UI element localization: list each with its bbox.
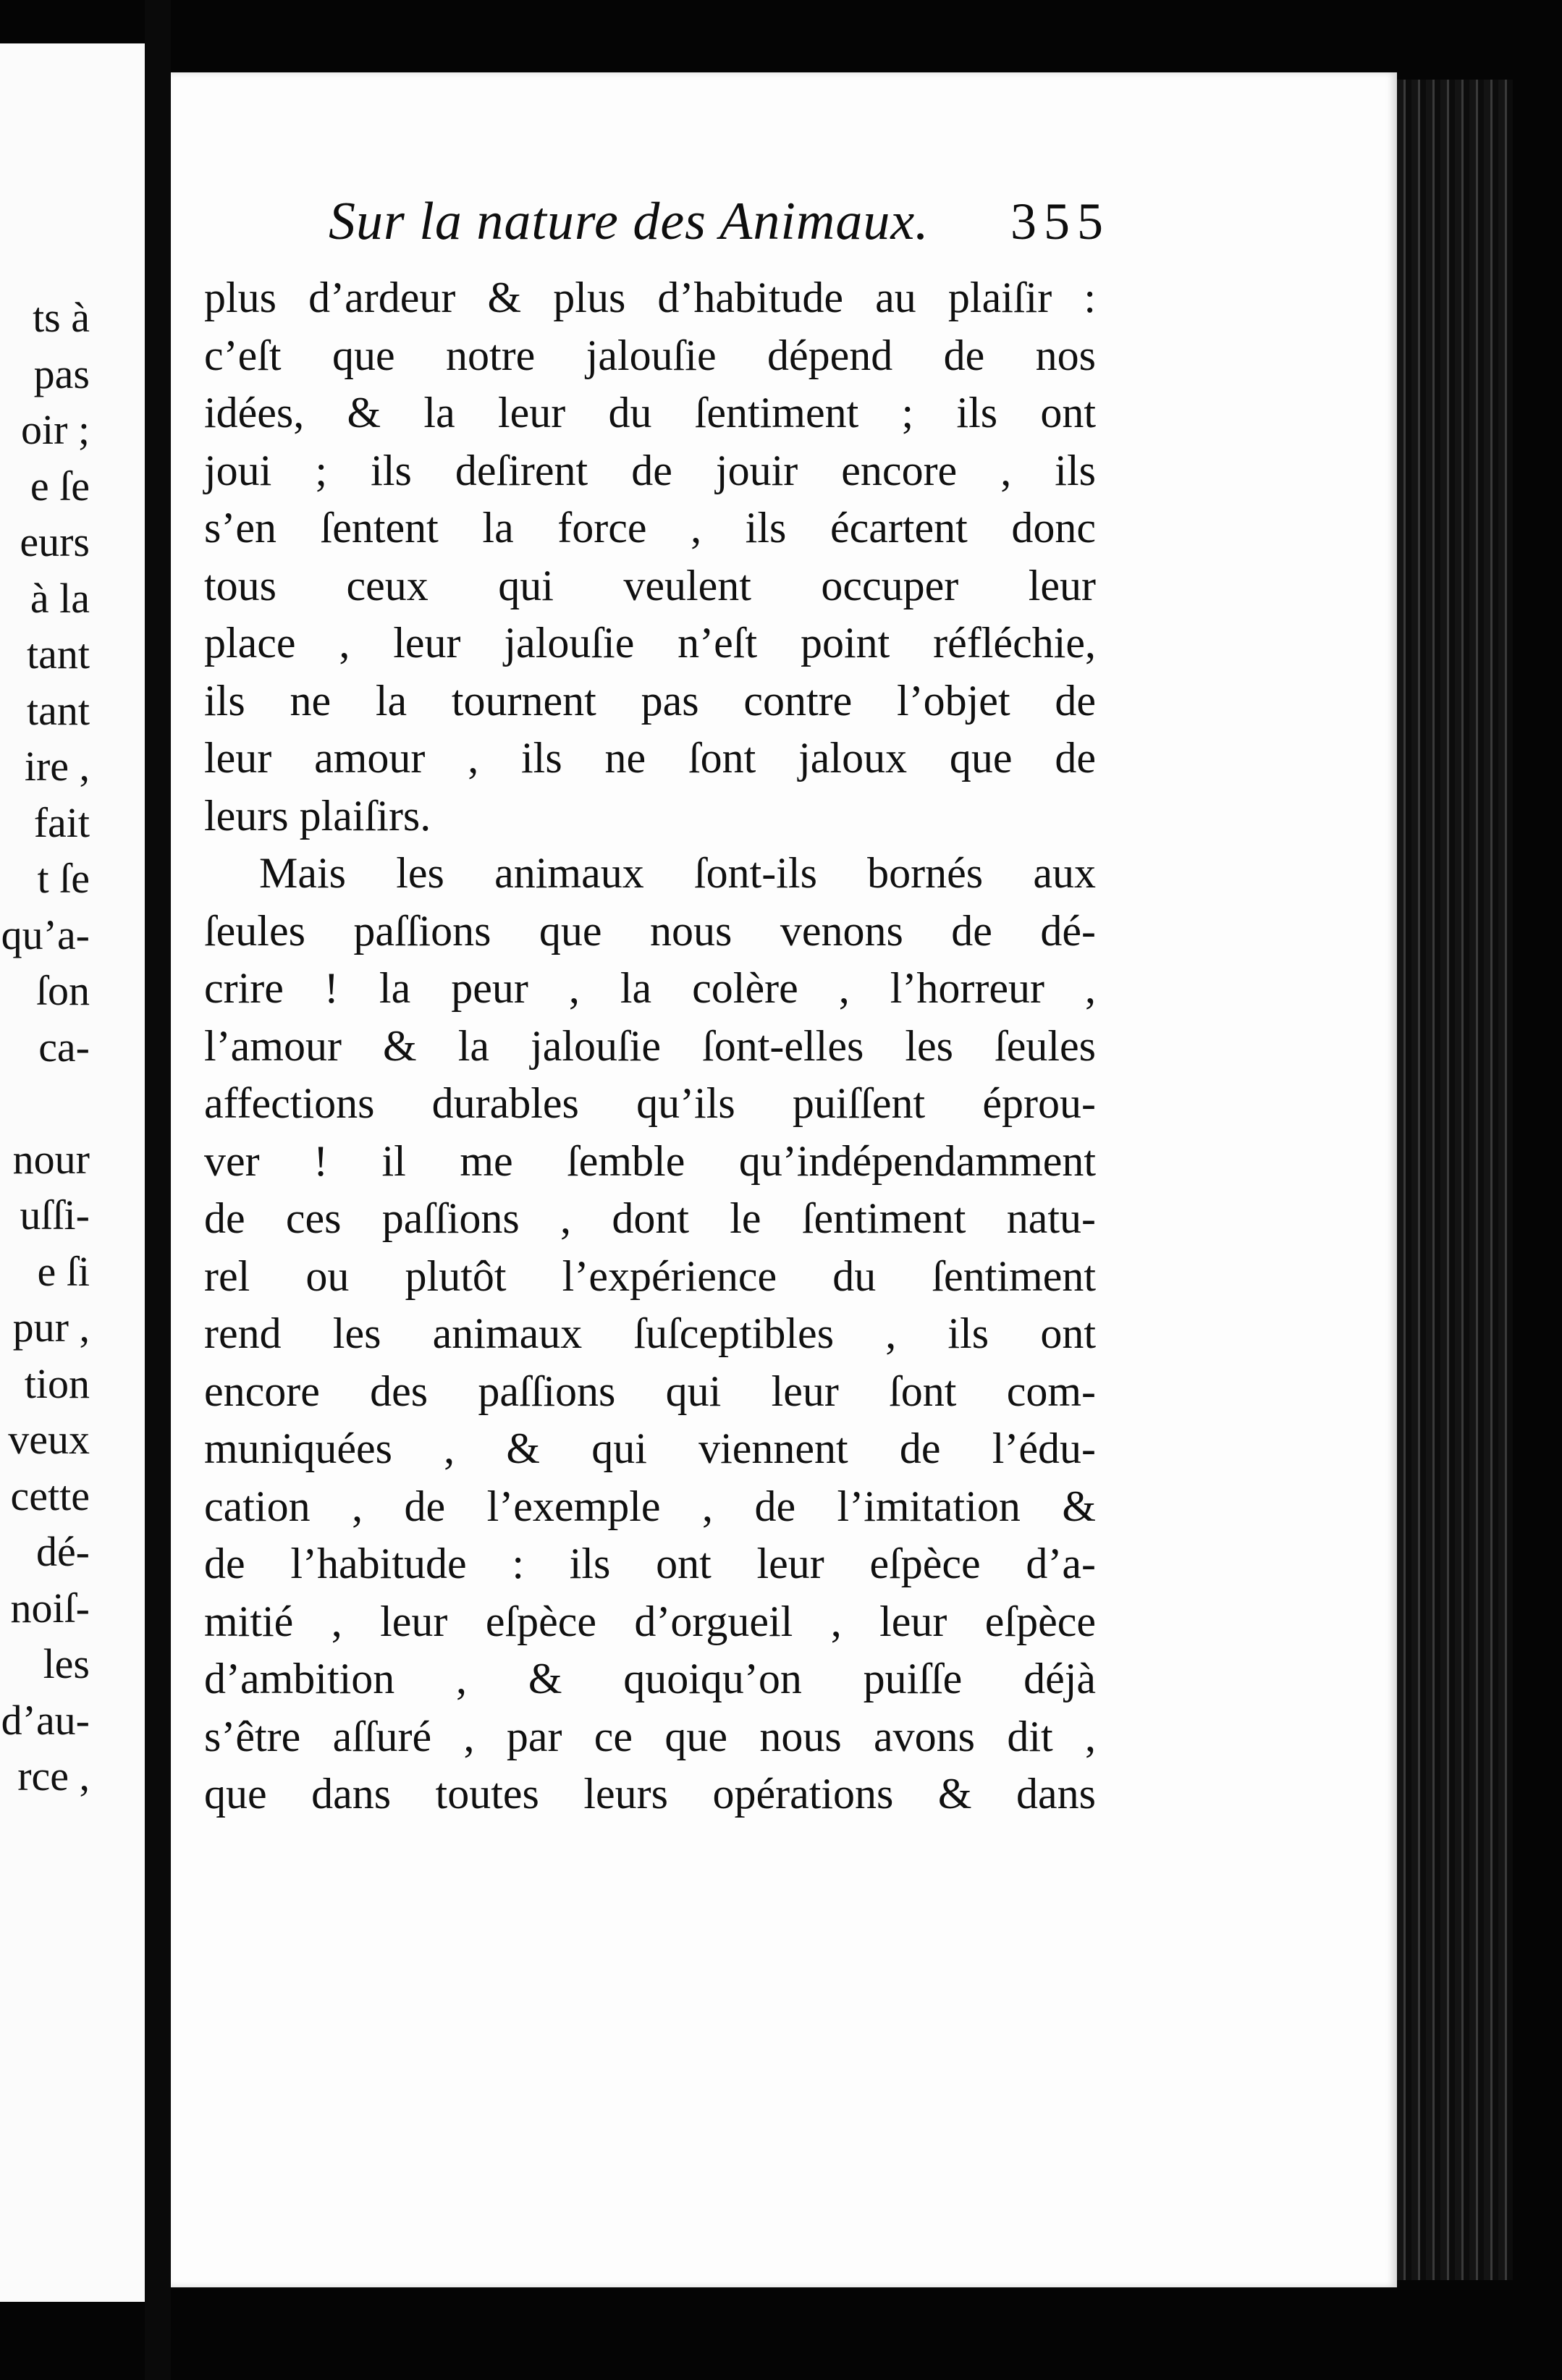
text-line: cation , de l’exemple , de l’imitation & bbox=[204, 1482, 1096, 1530]
left-page-fragment: dé- bbox=[35, 1528, 90, 1575]
text-line: que dans toutes leurs opérations & dans bbox=[204, 1770, 1096, 1818]
left-page-fragment: qu’a- bbox=[1, 911, 90, 958]
left-page-fragment: tant bbox=[27, 630, 90, 678]
text-line: idées, & la leur du ſentiment ; ils ont bbox=[204, 389, 1096, 436]
running-head bbox=[329, 191, 1110, 256]
left-page-fragment: pas bbox=[33, 350, 90, 397]
left-page-fragment: t ſe bbox=[37, 855, 90, 902]
left-page-fragment: eurs bbox=[20, 518, 90, 565]
text-line: ils ne la tournent pas contre l’objet de bbox=[204, 676, 1096, 725]
text-line: affections durables qu’ils puiſſent éprou- bbox=[204, 1079, 1096, 1127]
text-line: plus d’ardeur & plus d’habitude au plaiſir : bbox=[204, 274, 1096, 321]
left-page-fragment: d’au- bbox=[1, 1696, 90, 1744]
text-line: leur amour , ils ne ſont jaloux que de bbox=[204, 734, 1096, 782]
text-line: ſeules paſſions que nous venons de dé- bbox=[204, 906, 1096, 955]
text-line: crire ! la peur , la colère , l’horreur , bbox=[204, 964, 1096, 1012]
text-line: c’eſt que notre jalouſie dépend de nos bbox=[204, 331, 1096, 379]
text-line: s’être aſſuré , par ce que nous avons dit , bbox=[204, 1712, 1096, 1760]
left-page-fragment: cette bbox=[10, 1472, 90, 1519]
left-page-fragment: e ſi bbox=[37, 1247, 90, 1295]
text-line: leurs plaiſirs. bbox=[204, 791, 431, 840]
left-page-fragment: ts à bbox=[33, 294, 90, 341]
left-page bbox=[0, 43, 145, 2302]
left-page-fragment: noiſ- bbox=[10, 1584, 90, 1632]
text-line: mitié , leur eſpèce d’orgueil , leur eſpèce bbox=[204, 1597, 1096, 1645]
text-line: tous ceux qui veulent occuper leur bbox=[204, 561, 1096, 609]
left-page-fragment: ſon bbox=[35, 967, 90, 1014]
left-page-fragment: pur , bbox=[12, 1304, 90, 1351]
text-line: de ces paſſions , dont le ſentiment natu- bbox=[204, 1194, 1096, 1242]
text-line: joui ; ils deſirent de jouir encore , ils bbox=[204, 446, 1096, 494]
left-page-fragment: ca- bbox=[38, 1023, 90, 1071]
left-page-fragment: à la bbox=[30, 574, 90, 622]
left-page-fragment: tion bbox=[24, 1359, 90, 1407]
book-gutter bbox=[145, 0, 171, 2380]
paragraph-start-line: Mais les animaux ſont-ils bornés aux bbox=[259, 849, 1096, 897]
running-title: Sur la nature des Animaux. bbox=[329, 192, 929, 251]
text-line: muniquées , & qui viennent de l’édu- bbox=[204, 1425, 1096, 1472]
left-page-fragment: oir ; bbox=[20, 406, 90, 453]
text-line: l’amour & la jalouſie ſont-elles les ſeules bbox=[204, 1021, 1096, 1070]
left-page-text bbox=[0, 290, 145, 1805]
left-page-fragment: veux bbox=[8, 1416, 90, 1463]
body-text bbox=[204, 269, 1096, 1823]
left-page-fragment: rce , bbox=[17, 1752, 90, 1799]
left-page-fragment: uſſi- bbox=[20, 1191, 90, 1238]
left-page-fragment bbox=[0, 1075, 145, 1131]
text-line: rel ou plutôt l’expérience du ſentiment bbox=[204, 1252, 1096, 1300]
left-page-fragment: les bbox=[43, 1640, 90, 1687]
text-line: rend les animaux ſuſceptibles , ils ont bbox=[204, 1309, 1096, 1357]
left-page-fragment: nour bbox=[12, 1135, 90, 1183]
page-number: 355 bbox=[1010, 193, 1110, 250]
text-line: d’ambition , & quoiqu’on puiſſe déjà bbox=[204, 1655, 1096, 1702]
text-line: place , leur jalouſie n’eſt point réfléchie, bbox=[204, 619, 1096, 667]
text-line: s’en ſentent la force , ils écartent donc bbox=[204, 504, 1096, 552]
page-edges bbox=[1397, 80, 1513, 2280]
text-line: de l’habitude : ils ont leur eſpèce d’a- bbox=[204, 1540, 1096, 1587]
left-page-fragment: tant bbox=[27, 686, 90, 734]
left-page-fragment: fait bbox=[33, 798, 90, 846]
left-page-fragment: ire , bbox=[24, 743, 90, 790]
text-line: encore des paſſions qui leur ſont com- bbox=[204, 1367, 1096, 1415]
text-line: ver ! il me ſemble qu’indépendamment bbox=[204, 1136, 1096, 1185]
left-page-fragment: e ſe bbox=[30, 462, 90, 510]
